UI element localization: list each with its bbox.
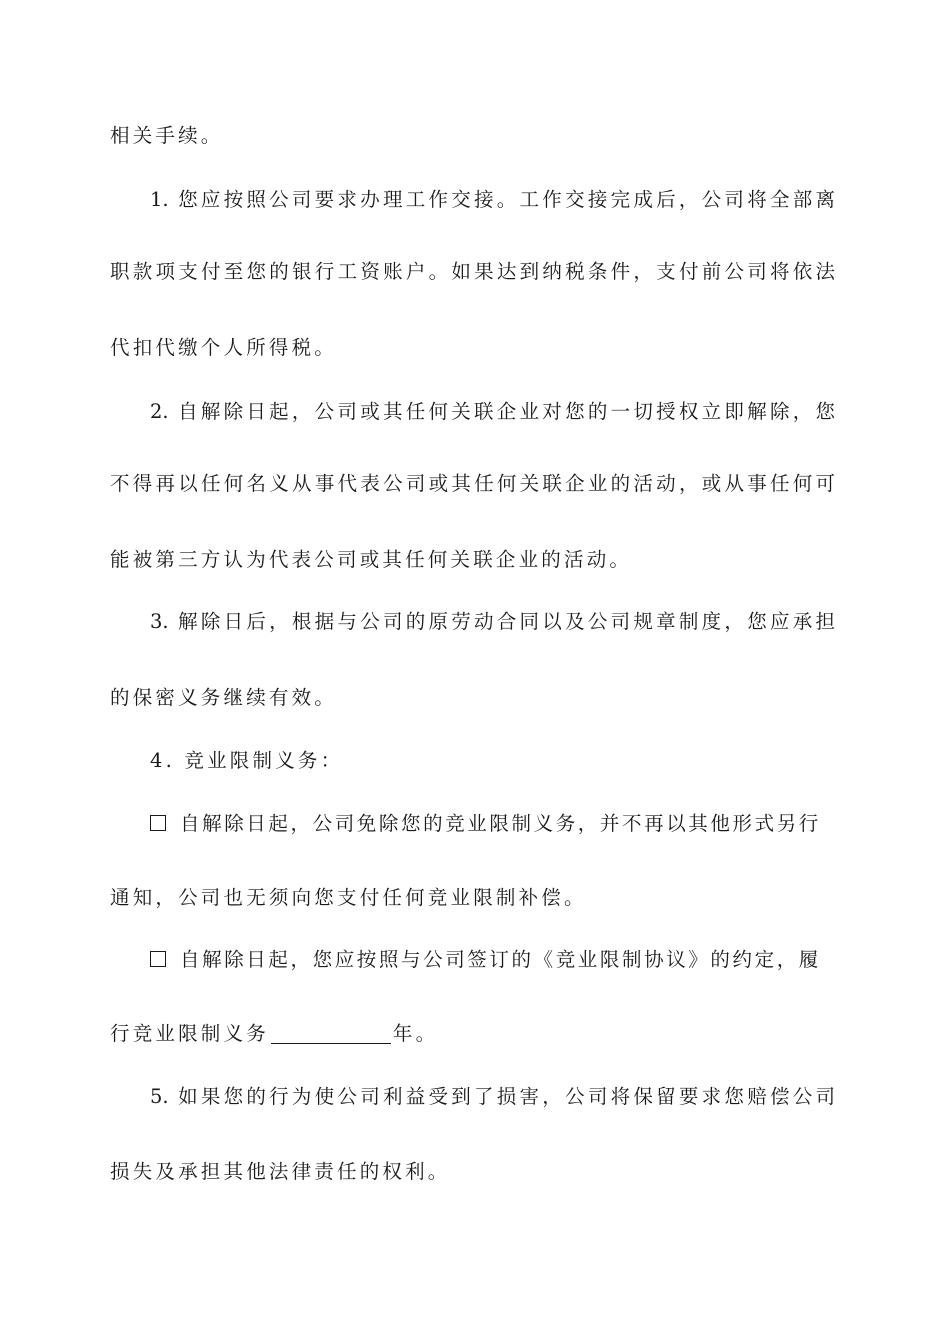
option-2-text-part-1: 行竞业限制义务 (110, 1022, 269, 1045)
item-2-line-1: 2. 自解除日起，公司或其任何关联企业对您的一切授权立即解除，您 (150, 400, 835, 423)
item-5-line-2: 损失及承担其他法律责任的权利。 (110, 1160, 451, 1183)
item-2-line-3: 能被第三方认为代表公司或其任何关联企业的活动。 (110, 548, 633, 571)
option-1-line-2: 通知，公司也无须向您支付任何竞业限制补偿。 (110, 886, 587, 909)
item-3-line-2: 的保密义务继续有效。 (110, 686, 338, 709)
option-2-line-1 (150, 946, 835, 974)
item-1-line-3: 代扣代缴个人所得税。 (110, 336, 338, 359)
item-5-line-1: 5. 如果您的行为使公司利益受到了损害，公司将保留要求您赔偿公司 (150, 1085, 835, 1108)
option-2-text: 自解除日起，您应按照与公司签订的《竞业限制协议》的约定，履 (180, 948, 821, 971)
text-line: 相关手续。 (110, 124, 224, 147)
years-blank-field[interactable] (271, 1023, 391, 1044)
item-2-line-2: 不得再以任何名义从事代表公司或其任何关联企业的活动，或从事任何可 (110, 472, 835, 495)
option-2-checkbox[interactable] (150, 951, 166, 967)
item-4-heading: 4. 竞业限制义务： (150, 749, 344, 772)
option-1-checkbox[interactable] (150, 815, 166, 831)
option-2-text-part-2: 年。 (392, 1022, 439, 1045)
item-1-line-1: 1. 您应按照公司要求办理工作交接。工作交接完成后，公司将全部离 (150, 188, 835, 211)
option-1-line-1 (150, 810, 835, 838)
option-2-line-2 (110, 1020, 835, 1048)
item-1-line-2: 职款项支付至您的银行工资账户。如果达到纳税条件，支付前公司将依法 (110, 260, 835, 283)
item-3-line-1: 3. 解除日后，根据与公司的原劳动合同以及公司规章制度，您应承担 (150, 610, 835, 633)
option-1-text: 自解除日起，公司免除您的竞业限制义务，并不再以其他形式另行 (180, 812, 821, 835)
